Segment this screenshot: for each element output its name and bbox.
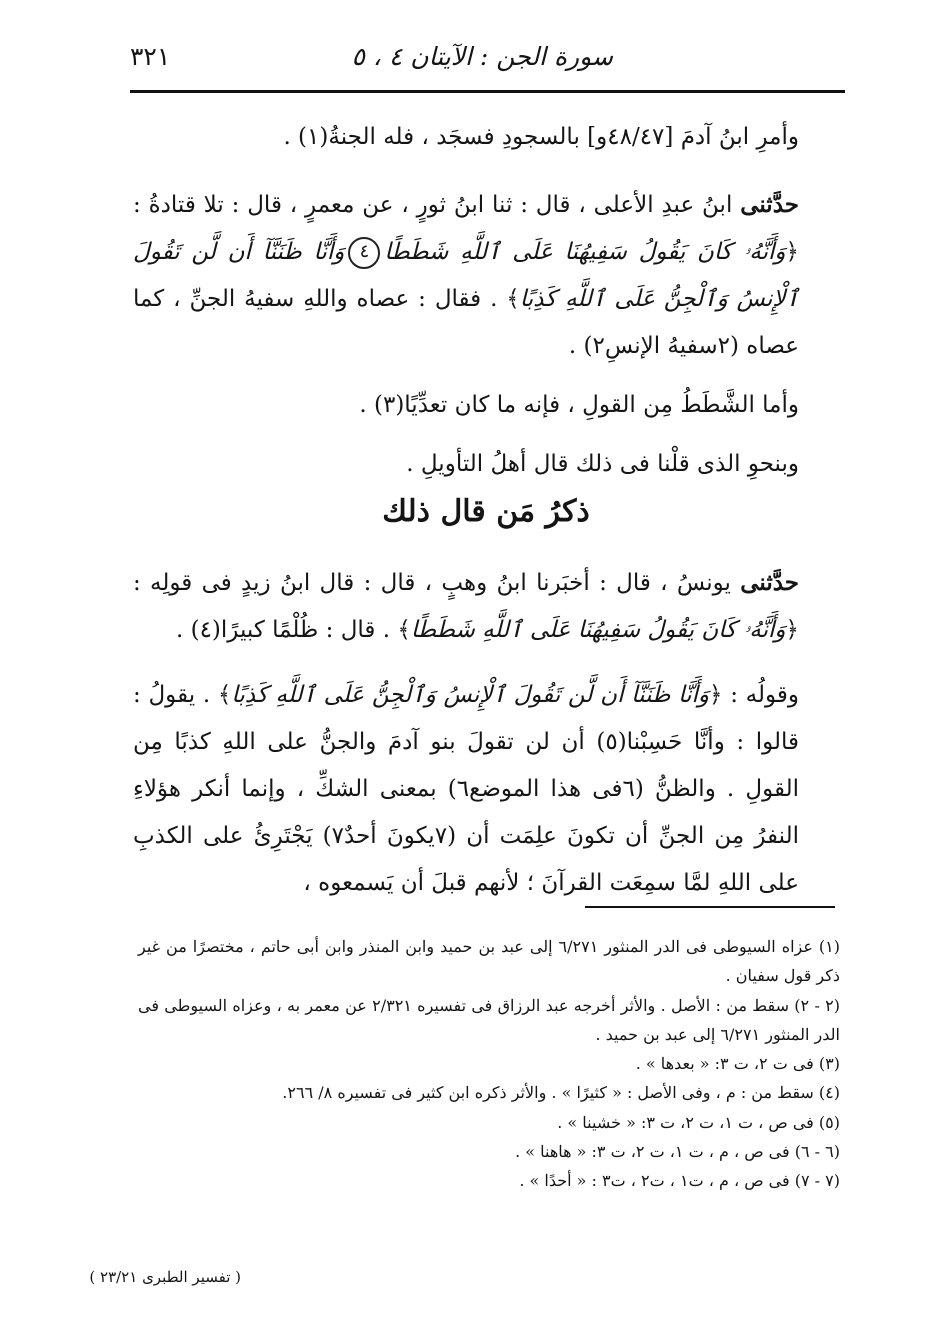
section-heading: ذكرُ مَن قال ذلك (382, 494, 590, 529)
commentary-text: ﴾ . قال : ظُلْمًا كبيرًا(٤) . (175, 617, 411, 643)
footnote-7: (٧ - ٧) فى ص ، م ، ت١ ، ت٢ ، ت٣ : « أحدًا » . (519, 1171, 840, 1191)
paragraph-3: وأما الشَّطَطُ مِن القولِ ، فإنه ما كان تعدِّيًا(٣) . (359, 392, 799, 418)
surah-title: سورة الجن : الآيتان ٤ ، ٥ (351, 42, 613, 71)
paragraph-5 (133, 559, 839, 654)
commentary-text: وقولُه : ﴿ (709, 682, 799, 708)
verse-number-mark: ٤ (348, 237, 380, 269)
commentary-text: ﴾ . يقولُ : قالوا : وأنَّا حَسِبْنا(٥) أن لن تقولَ بنو آدمَ والجنُّ على اللهِ كذبًا مِن القولِ . والظنُّ (٦فى هذا الموضع٦) بمعنى الشكِّ ، وإنما أنكر هؤلاءِ النفرُ مِن الجنِّ أن تكونَ علِمَت أن (٧يكونَ أحدٌ٧) يَجْتَرِئُ على الكذبِ على اللهِ لمَّا سمِعَت القرآنَ ؛ لأنهم قبلَ أن يَسمعوه ، (133, 682, 800, 896)
paragraph-2 (133, 181, 839, 370)
footnotes (138, 932, 840, 1196)
commentary-text: ﴾ . فقال : عصاه واللهِ سفيهُ الجنِّ ، كما عصاه (٢سفيهُ الإنسِ٢) . (133, 286, 799, 359)
footnote-5: (٥) فى ص ، ت ١، ت ٢، ت ٣: « خشينا » . (557, 1112, 840, 1132)
quran-verse-5: وَأَنَّا ظَنَنَّآ أَن لَّن تَقُولَ ٱلْإِنسُ وَٱلْجِنُّ عَلَى ٱللَّهِ كَذِبًا (133, 239, 799, 312)
quran-verse-4: وَأَنَّهُۥ كَانَ يَقُولُ سَفِيهُنَا عَلَى ٱللَّهِ شَطَطًا (410, 617, 786, 643)
quran-verse-5: وَأَنَّا ظَنَنَّآ أَن لَّن تَقُولَ ٱلْإِنسُ وَٱلْجِنُّ عَلَى ٱللَّهِ كَذِبًا (231, 682, 709, 708)
paragraph-6 (133, 672, 839, 907)
quran-verse-4: وَأَنَّهُۥ كَانَ يَقُولُ سَفِيهُنَا عَلَى ٱللَّهِ شَطَطًا (384, 239, 786, 265)
page-header (130, 28, 845, 88)
narration-word: حدَّثنى (740, 191, 799, 218)
header-rule (130, 90, 845, 93)
footnote-1: (١) عزاه السيوطى فى الدر المنثور ٦/٢٧١ إلى عبد بن حميد وابن المنذر وابن أبى حاتم ، مختصرًا من غير ذكر قول سفيان . (138, 937, 840, 986)
page-number: ٣٢١ (130, 42, 171, 71)
printer-signature: ( تفسير الطبرى ٢٣/٢١ ) (89, 1268, 241, 1286)
footnote-4: (٤) سقط من : م ، وفى الأصل : « كثيرًا » . والأثر ذكره ابن كثير فى تفسيره ٨/ ٢٦٦. (282, 1083, 840, 1103)
isnad-text: يونسُ ، قال : أخبَرنا ابنُ وهبٍ ، قال : قال ابنُ زيدٍ فى قولِه : ﴿ (133, 570, 799, 643)
footnote-6: (٦ - ٦) فى ص ، م ، ت ١، ت ٢، ت ٣: « هاهنا » . (515, 1142, 840, 1162)
main-text (133, 108, 839, 907)
footnote-rule (585, 906, 835, 908)
isnad-text: ابنُ عبدِ الأعلى ، قال : ثنا ابنُ ثورٍ ، عن معمرٍ ، قال : تلا قتادةُ : ﴿ (133, 192, 799, 265)
footnote-2: (٢ - ٢) سقط من : الأصل . والأثر أخرجه عبد الرزاق فى تفسيره ٢/٣٢١ عن معمر به ، وعزاه السيوطى فى الدر المنثور ٦/٢٧١ إلى عبد بن حميد . (138, 995, 841, 1044)
paragraph-4: وبنحوِ الذى قلْنا فى ذلك قال أهلُ التأويلِ . (406, 451, 799, 477)
narration-word: حدَّثنى (740, 569, 800, 596)
footnote-3: (٣) فى ت ٢، ت ٣: « بعدها » . (635, 1054, 840, 1074)
paragraph-1: وأمرِ ابنُ آدمَ [٤٨/٤٧و] بالسجودِ فسجَد ، فله الجنةُ(١) . (283, 124, 799, 150)
